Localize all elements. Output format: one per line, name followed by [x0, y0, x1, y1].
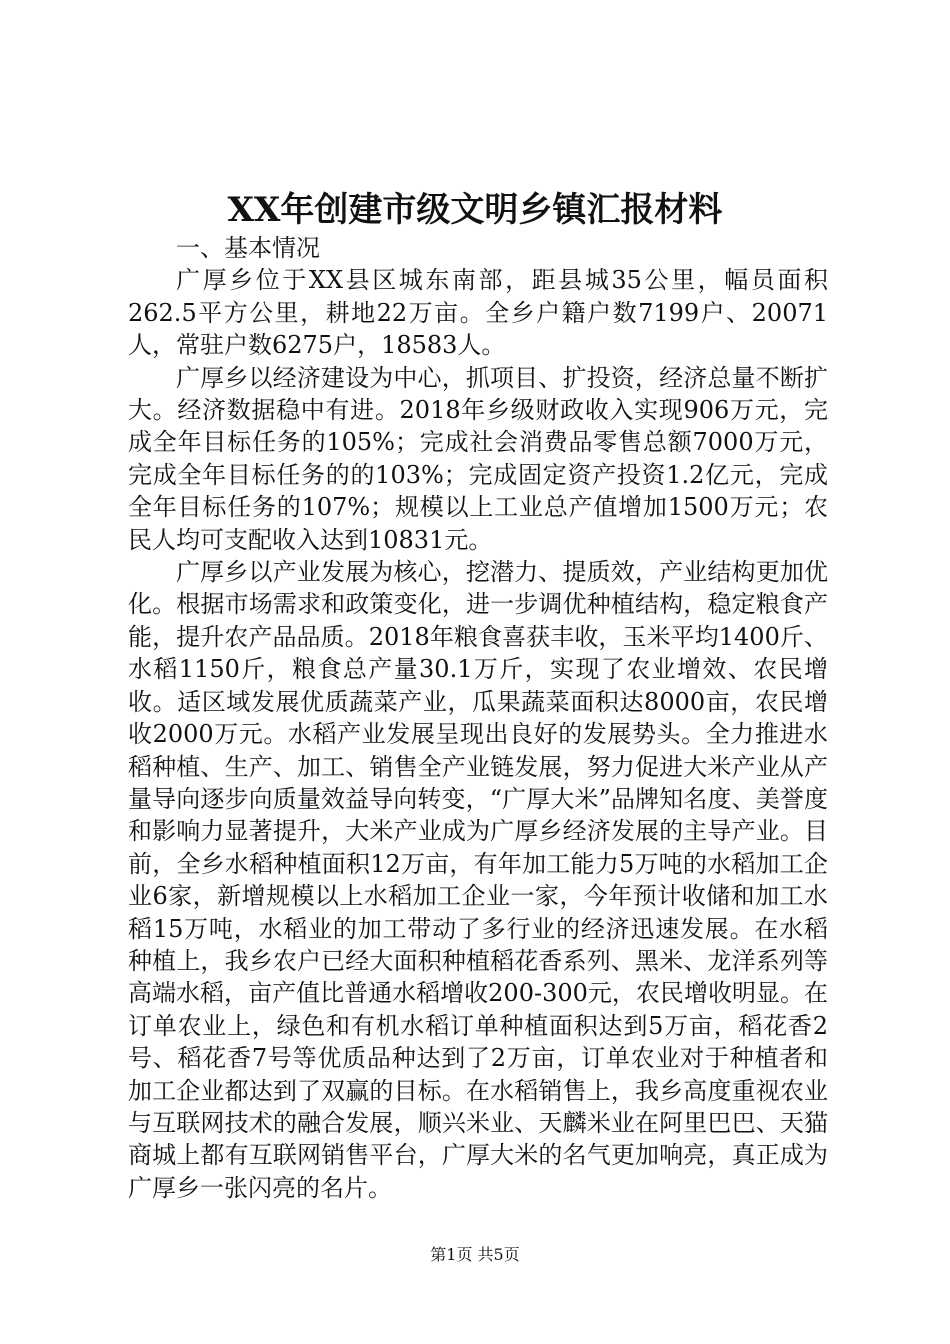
paragraph-economy: 广厚乡以经济建设为中心，抓项目、扩投资，经济总量不断扩大。经济数据稳中有进。2018年乡级财政收入实现906万元，完成全年目标任务的105%；完成社会消费品零售总额7000万元，完成全年目标任务的的103%；完成固定资产投资1.2亿元，完成全年目标任务的107%；规模以上工业总产值增加1500万元；农民人均可支配收入达到10831元。 — [128, 363, 828, 554]
document-title: XX年创建市级文明乡镇汇报材料 — [227, 190, 723, 230]
paragraph-industry: 广厚乡以产业发展为核心，挖潜力、提质效，产业结构更加优化。根据市场需求和政策变化，进一步调优种植结构，稳定粮食产能，提升农产品品质。2018年粮食喜获丰收，玉米平均1400斤、水稻1150斤，粮食总产量30.1万斤，实现了农业增效、农民增收。适区域发展优质蔬菜产业，瓜果蔬菜面积达8000亩，农民增收2000万元。水稻产业发展呈现出良好的发展势头。全力推进水稻种植、生产、加工、销售全产业链发展，努力促进大米产业从产量导向逐步向质量效益导向转变，“广厚大米”品牌知名度、美誉度和影响力显著提升，大米产业成为广厚乡经济发展的主导产业。目前，全乡水稻种植面积12万亩，有年加工能力5万吨的水稻加工企业6家，新增规模以上水稻加工企业一家，今年预计收储和加工水稻15万吨，水稻业的加工带动了多行业的经济迅速发展。在水稻种植上，我乡农户已经大面积种植稻花香系列、黑米、龙洋系列等高端水稻，亩产值比普通水稻增收200-300元，农民增收明显。在订单农业上，绿色和有机水稻订单种植面积达到5万亩，稻花香2号、稻花香7号等优质品种达到了2万亩，订单农业对于种植者和加工企业都达到了双赢的目标。在水稻销售上，我乡高度重视农业与互联网技术的融合发展，顺兴米业、天麟米业在阿里巴巴、天猫商城上都有互联网销售平台，广厚大米的名气更加响亮，真正成为广厚乡一张闪亮的名片。 — [128, 558, 828, 1202]
section-heading-basic-info: 一、基本情况 — [176, 234, 320, 262]
document-body — [128, 232, 828, 1204]
paragraph-overview: 广厚乡位于XX县区城东南部，距县城35公里，幅员面积262.5平方公里，耕地22万亩。全乡户籍户数7199户、20071人，常驻户数6275户，18583人。 — [128, 266, 828, 360]
page-number: 第1页 共5页 — [430, 1245, 520, 1264]
